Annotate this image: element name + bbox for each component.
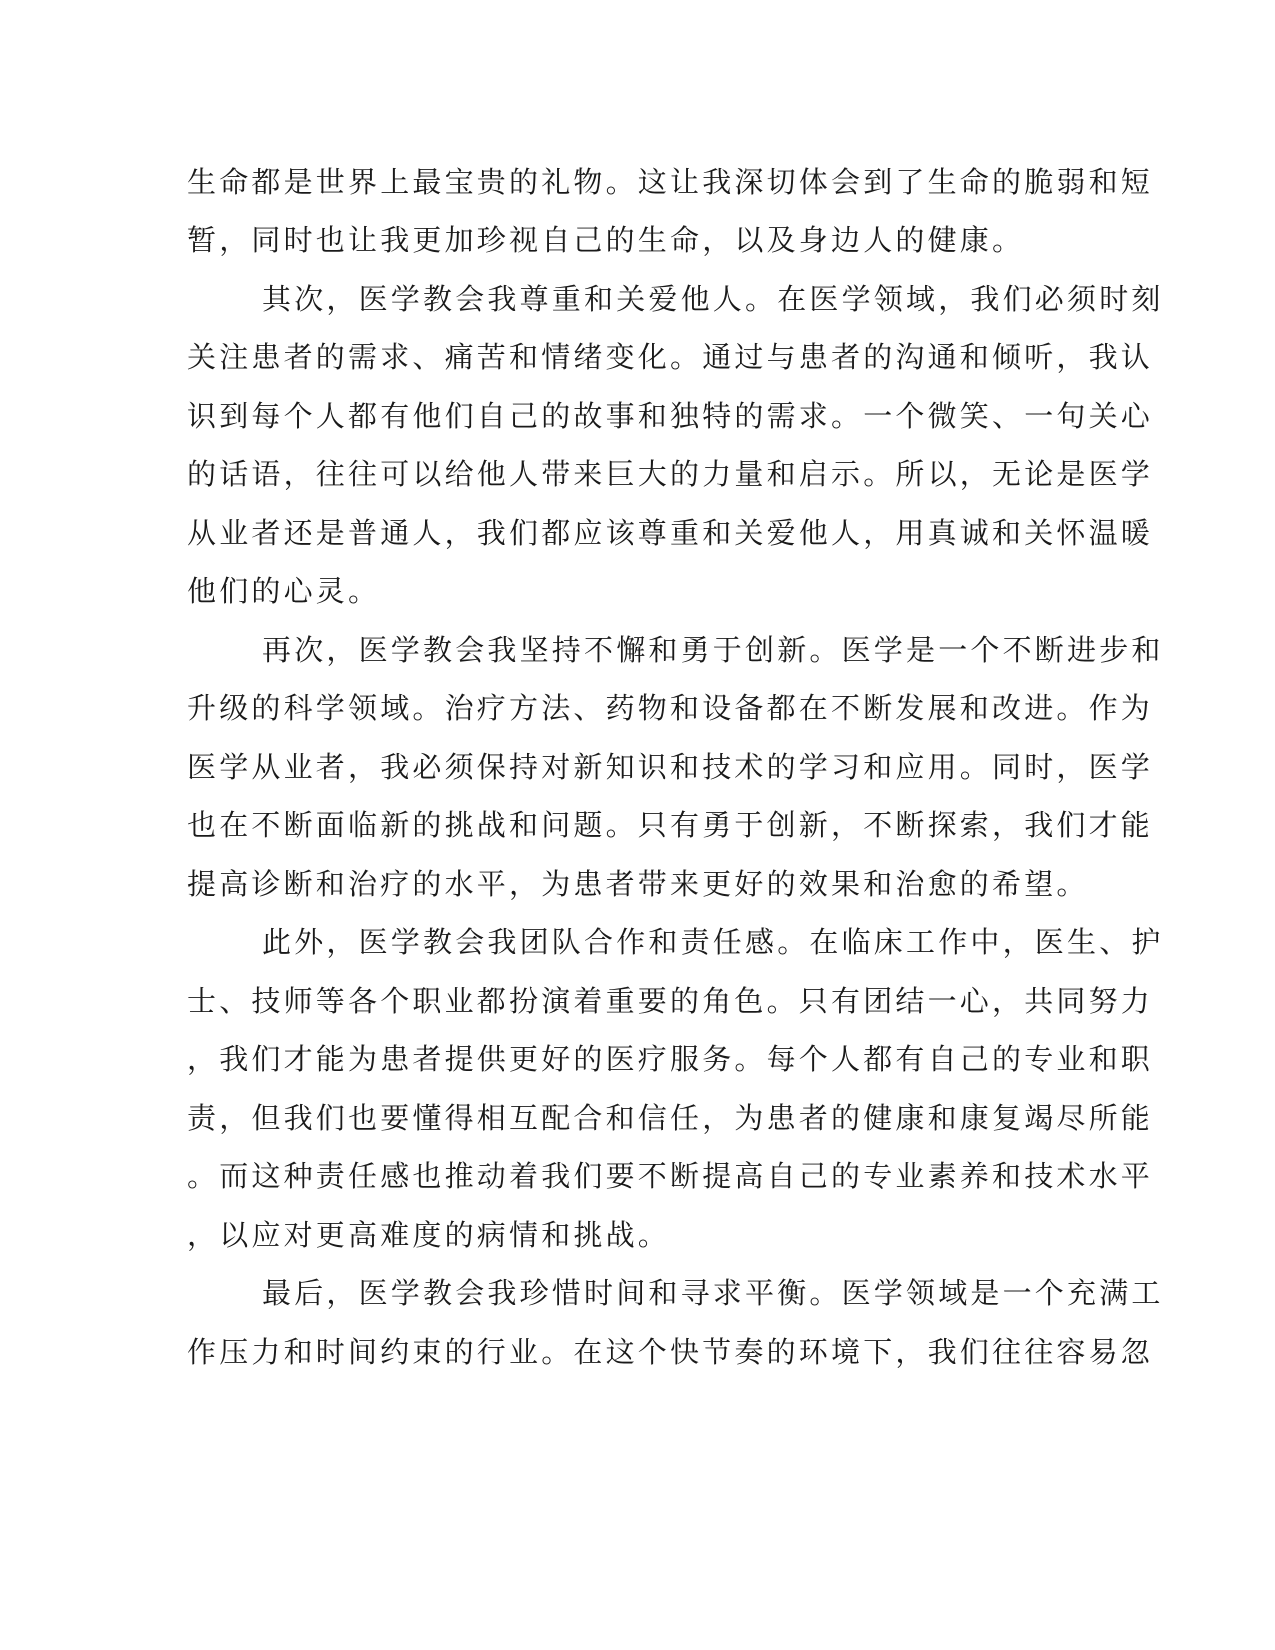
text-line: 士、技师等各个职业都扮演着重要的角色。只有团结一心，共同努力	[187, 984, 1154, 1018]
paragraph-first-line: 其次，医学教会我尊重和关爱他人。在医学领域，我们必须时刻	[262, 282, 1164, 316]
text-line: 责，但我们也要懂得相互配合和信任，为患者的健康和康复竭尽所能	[187, 1101, 1154, 1135]
text-line: 提高诊断和治疗的水平，为患者带来更好的效果和治愈的希望。	[187, 867, 1089, 901]
text-line: 从业者还是普通人，我们都应该尊重和关爱他人，用真诚和关怀温暖	[187, 516, 1154, 550]
text-line: ，我们才能为患者提供更好的医疗服务。每个人都有自己的专业和职	[187, 1042, 1154, 1076]
text-line: 医学从业者，我必须保持对新知识和技术的学习和应用。同时，医学	[187, 750, 1154, 784]
text-line: 生命都是世界上最宝贵的礼物。这让我深切体会到了生命的脆弱和短	[187, 165, 1154, 199]
text-line: ，以应对更高难度的病情和挑战。	[187, 1218, 671, 1252]
paragraph-first-line: 此外，医学教会我团队合作和责任感。在临床工作中，医生、护	[262, 925, 1164, 959]
text-line: 作压力和时间约束的行业。在这个快节奏的环境下，我们往往容易忽	[187, 1335, 1154, 1369]
text-line: 。而这种责任感也推动着我们要不断提高自己的专业素养和技术水平	[187, 1159, 1154, 1193]
paragraph-first-line: 最后，医学教会我珍惜时间和寻求平衡。医学领域是一个充满工	[262, 1276, 1164, 1310]
text-line: 识到每个人都有他们自己的故事和独特的需求。一个微笑、一句关心	[187, 399, 1154, 433]
text-line: 暂，同时也让我更加珍视自己的生命，以及身边人的健康。	[187, 223, 1025, 257]
text-line: 的话语，往往可以给他人带来巨大的力量和启示。所以，无论是医学	[187, 457, 1154, 491]
text-line: 关注患者的需求、痛苦和情绪变化。通过与患者的沟通和倾听，我认	[187, 340, 1154, 374]
text-line: 他们的心灵。	[187, 574, 381, 608]
paragraph-first-line: 再次，医学教会我坚持不懈和勇于创新。医学是一个不断进步和	[262, 633, 1164, 667]
text-line: 升级的科学领域。治疗方法、药物和设备都在不断发展和改进。作为	[187, 691, 1154, 725]
text-line: 也在不断面临新的挑战和问题。只有勇于创新，不断探索，我们才能	[187, 808, 1154, 842]
